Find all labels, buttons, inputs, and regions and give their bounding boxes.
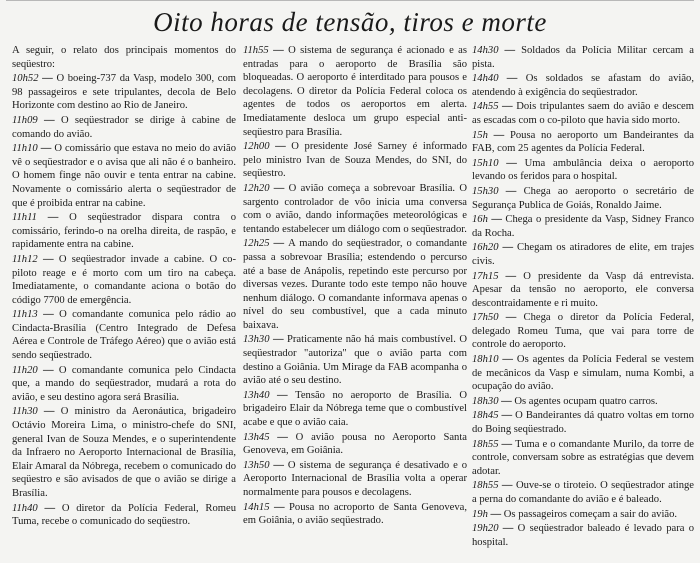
timeline-entry (472, 522, 694, 549)
entry-dash: — (498, 354, 517, 366)
entry-text: O presidente José Sarney é informado pelo ministro Ivan de Souza Mendes, do SNI, do seqüestro. (243, 141, 467, 180)
entry-time: 11h10 (12, 143, 38, 155)
timeline-entry (472, 508, 694, 522)
timeline-entry (12, 72, 236, 113)
entry-dash: — (37, 143, 55, 155)
entry-time: 16h (472, 214, 488, 226)
entry-text: O seqüestrador se dirige à cabine de comando do avião. (12, 114, 236, 140)
entry-text: Pousa no aeroporto um Bandeirantes da FAB, com 25 agentes da Polícia Federal. (472, 129, 694, 155)
entry-text: Os agentes ocupam quatro carros. (514, 395, 658, 407)
entry-dash: — (37, 309, 60, 321)
entry-text: O seqüestrador invade a cabine. O co-piloto reage e é morto com um tiro na cabeça. Imediatamente, o comandante aciona o botão do código 7700 de emergência. (12, 253, 236, 306)
entry-dash: — (498, 242, 517, 254)
timeline-entry (243, 389, 467, 430)
entry-text: Dois tripulantes saem do avião e descem as escadas com o co-piloto que havia sido morto. (472, 101, 694, 126)
entry-time: 14h40 (472, 73, 499, 85)
entry-text: Pousa no acroporto de Santa Genoveva, em Goiânia, o avião seqüestrado. (243, 501, 467, 527)
entry-text: Chegam os atiradores de elite, em trajes civis. (472, 242, 694, 267)
entry-text: Ouve-se o tiroteio. O seqüestrador atinge a perna do comandante do avião e é baleado. (472, 480, 694, 505)
timeline-entry (12, 142, 236, 210)
entry-time: 18h55 (472, 438, 499, 450)
entry-time: 15h30 (472, 185, 499, 197)
entry-text: Os agentes da Polícia Federal se vestem de mecânicos da Vasp e simulam, numa Kombi, a ocupação do avião. (472, 354, 694, 393)
entry-text: Uma ambulância deixa o aeroporto levando os feridos para o hospital. (472, 157, 694, 183)
timeline-entry (472, 311, 694, 352)
entry-time: 15h10 (472, 157, 499, 169)
entry-dash: — (498, 312, 524, 324)
timeline-entry (12, 502, 236, 529)
timeline-entry (243, 44, 467, 139)
timeline-entry (12, 211, 236, 252)
entry-time: 14h30 (472, 45, 499, 56)
entry-dash: — (498, 395, 515, 407)
entry-dash: — (498, 480, 516, 492)
entry-dash: — (37, 406, 61, 418)
timeline-entry (12, 364, 236, 405)
entry-time: 14h15 (243, 501, 270, 513)
timeline-entry (472, 100, 694, 127)
entry-time: 12h00 (243, 141, 270, 153)
entry-time: 11h12 (12, 253, 38, 265)
entry-dash: — (269, 431, 296, 443)
entry-dash: — (498, 410, 516, 422)
article-title: Oito horas de tensão, tiros e morte (153, 7, 547, 37)
timeline-entry (472, 438, 694, 479)
timeline-entry (472, 44, 694, 71)
entry-dash: — (498, 157, 525, 169)
entry-time: 11h40 (12, 502, 38, 514)
entry-text: O Bandeirantes dá quatro voltas em torno do Boing seqüestrado. (472, 410, 694, 436)
entry-dash: — (498, 101, 517, 113)
timeline-entry (472, 157, 694, 184)
entry-text: O comissário que estava no meio do avião vê o seqüestrador e o avisa que ali não é o banheiro. O homem finge não ouvir e tenta entrar na cabine. Novamente o comissário alerta o seqüestrador de que é proibida entrar na cabine. (12, 143, 236, 209)
entry-time: 17h15 (472, 270, 499, 282)
timeline-entry (472, 479, 694, 506)
timeline-entry (472, 270, 694, 311)
entry-time: 13h30 (243, 334, 270, 346)
timeline-entry (472, 241, 694, 268)
entry-dash: — (36, 212, 70, 224)
entry-text: Praticamente não há mais combustível. O seqüestrador "autoriza" que o avião parta com destino a Goiânia. Um Mirage da FAB acompanha o avião até o seu destino. (243, 334, 467, 387)
entry-dash: — (37, 114, 61, 126)
entry-dash: — (38, 73, 57, 85)
entry-text: Chega ao aeroporto o secretário de Segurança Publica de Goiás, Ronaldo Jaime. (472, 185, 694, 211)
timeline-entry (472, 213, 694, 240)
timeline-entry (12, 253, 236, 307)
timeline-entry (472, 409, 694, 436)
entry-text: O avião começa a sobrevoar Brasília. O sargento controlador de vôo inicia uma conversa com o avião, dando informações meteorológicas e tentando estabelecer um diálogo com o seqüestrador. (243, 182, 467, 235)
timeline-entry (12, 308, 236, 362)
entry-time: 16h20 (472, 242, 499, 254)
entry-dash: — (498, 185, 524, 197)
entry-text: O sistema de segurança é acionado e as entradas para o aeroporto de Brasília são bloqueadas. O aeroporto é interditado para pousos e decolagens. O diretor da Polícia Federal coloca os agentes de todos os aeroportos em alerta. Imediatamente desloca um grupo especial anti-seqüestro para Brasília. (243, 45, 467, 138)
entry-time: 12h25 (243, 238, 270, 250)
entry-text: Os soldados se afastam do avião, atendendo à exigência do seqüestrador. (472, 73, 694, 98)
entry-dash: — (269, 334, 287, 346)
entry-text: O boeing-737 da Vasp, modelo 300, com 98 passageiros e sete tripulantes, decola de Belo Horizonte com destino ao Rio de Janeiro. (12, 73, 236, 112)
entry-time: 11h11 (12, 212, 37, 224)
entry-dash: — (498, 270, 524, 282)
column-1 (12, 44, 236, 560)
timeline-entry (243, 140, 467, 181)
entry-text: O diretor da Polícia Federal, Romeu Tuma, recebe o comunicado do seqüestro. (12, 502, 236, 528)
entry-time: 10h52 (12, 73, 39, 85)
timeline-entry (243, 182, 467, 236)
timeline-entry (243, 459, 467, 500)
entry-dash: — (37, 364, 59, 376)
entry-text: O presidente da Vasp dá entrevista. Apesar da tensão no aeroporto, ele conversa descontraidamente e ri muito. (472, 270, 694, 309)
timeline-entry (12, 114, 236, 141)
top-rule (6, 0, 694, 1)
timeline-entry (243, 501, 467, 528)
entry-text: O seqüestrador dispara contra o comissário, ferindo-o na orelha direita, de raspão, e rapidamente entra na cabine. (12, 212, 236, 251)
entry-time: 11h13 (12, 309, 38, 321)
entry-time: 18h10 (472, 354, 499, 366)
entry-dash: — (37, 502, 62, 514)
entry-time: 19h (472, 508, 488, 520)
entry-text: Os passageiros começam a sair do avião. (503, 508, 678, 520)
entry-time: 13h50 (243, 459, 270, 471)
timeline-entry (472, 353, 694, 394)
entry-time: 18h45 (472, 410, 499, 422)
entry-text: Tuma e o comandante Murilo, da torre de controle, conversam sobre as estratégias que devem adotar. (472, 438, 694, 477)
timeline-entry (243, 237, 467, 332)
entry-time: 11h09 (12, 114, 38, 126)
timeline-entry (472, 185, 694, 212)
entry-text: O seqüestrador baleado é levado para o hospital. (472, 523, 694, 548)
entry-dash: — (269, 459, 288, 471)
entry-time: 19h20 (472, 523, 499, 535)
entry-time: 11h30 (12, 406, 38, 418)
entry-time: 18h55 (472, 480, 499, 492)
entry-dash: — (498, 73, 526, 85)
entry-text: Chega o diretor da Polícia Federal, delegado Romeu Tuma, que vai para torre de controle do aeroporto. (472, 312, 694, 351)
entry-time: 15h (472, 129, 488, 141)
timeline-entry (243, 431, 467, 458)
timeline-entry (12, 405, 236, 500)
entry-time: 11h55 (243, 45, 269, 56)
entry-dash: — (487, 129, 510, 141)
entry-text: O avião pousa no Aeroporto Santa Genoveva, em Goiânia. (243, 431, 467, 457)
timeline-entry (472, 129, 694, 156)
entry-text: O ministro da Aeronáutica, brigadeiro Octávio Moreira Lima, o ministro-chefe do SNI, general Ivan de Souza Mendes, e o superintendente da Infraero no Aeroporto Internacional de Brasília, Elair Amaral da Nóbrega, recebem o comunicado do seqüestro e são avisados de que o avião se dirige a Brasília. (12, 406, 236, 499)
entry-time: 12h20 (243, 182, 270, 194)
entry-dash: — (269, 389, 296, 401)
entry-time: 13h40 (243, 389, 270, 401)
column-2 (243, 44, 467, 560)
entry-text: Tensão no aeroporto de Brasília. O brigadeiro Elair da Nóbrega teme que o combustível acabe e que o avião caia. (243, 389, 467, 429)
entry-dash: — (498, 45, 522, 56)
entry-dash: — (269, 501, 290, 513)
entry-dash: — (487, 508, 504, 520)
entry-text: Chega o presidente da Vasp, Sidney Franco da Rocha. (472, 214, 694, 239)
entry-dash: — (498, 438, 516, 450)
article-intro: A seguir, o relato dos principais momentos do seqüestro: (12, 45, 236, 70)
entry-dash: — (498, 523, 518, 535)
entry-time: 11h20 (12, 364, 38, 376)
entry-dash: — (268, 45, 289, 56)
entry-text: A mando do seqüestrador, o comandante passa a sobrevoar Brasília; estendendo o percurso até a base de Anápolis, repetindo este percurso por diversas vezes. Durante todo este tempo não houve nenhum diálogo. O comandante informava apenas o nível do seu combustível, que a cada minuto baixava. (243, 238, 467, 331)
entry-time: 13h45 (243, 431, 270, 443)
timeline-entry (472, 72, 694, 99)
entry-time: 14h55 (472, 101, 499, 113)
timeline-entry (472, 395, 694, 409)
column-3 (472, 44, 694, 560)
entry-text: O comandante comunica pelo Cindacta que, a mando do seqüestrador, mudará a rota do avião, e seu destino agora será Brasília. (12, 364, 236, 403)
entry-text: O comandante comunica pelo rádio ao Cindacta-Brasília (Centro Integrado de Defesa Aérea e Controle de Tráfego Aéreo) que o avião está sendo seqüestrado. (12, 309, 236, 362)
entry-dash: — (269, 141, 292, 153)
entry-dash: — (269, 238, 289, 250)
entry-dash: — (269, 182, 289, 194)
entry-dash: — (37, 253, 59, 265)
entry-text: O sistema de segurança é desativado e o Aeroporto Internacional de Brasília volta a operar normalmente para pousos e decolagens. (243, 459, 467, 498)
entry-time: 17h50 (472, 312, 499, 324)
entry-dash: — (487, 214, 506, 226)
entry-text: Soldados da Polícia Militar cercam a pista. (472, 45, 694, 70)
timeline-entry (243, 333, 467, 387)
entry-time: 18h30 (472, 395, 499, 407)
